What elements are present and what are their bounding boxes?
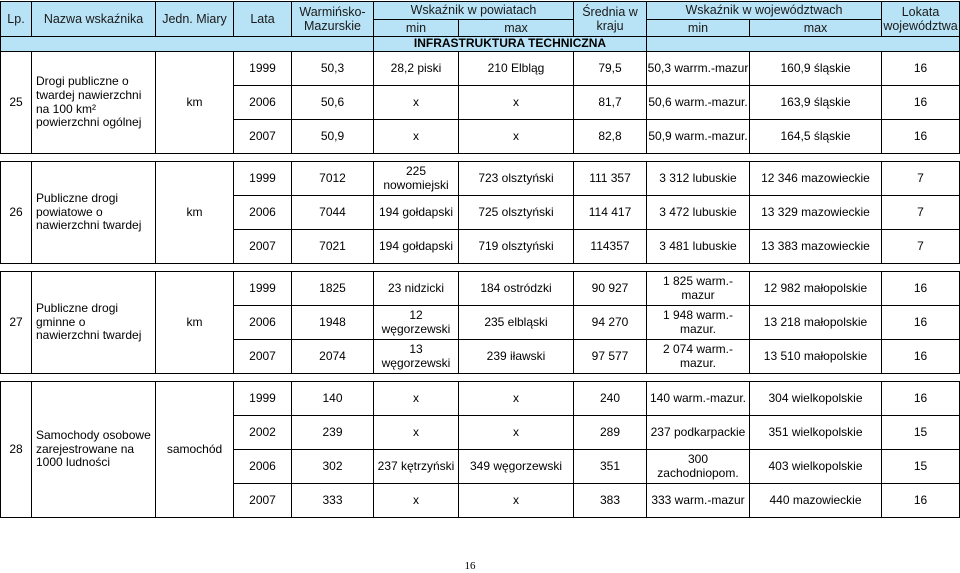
cell-pmax: x xyxy=(459,382,574,416)
cell-wmax: 160,9 śląskie xyxy=(750,52,882,86)
cell-year: 2006 xyxy=(234,450,292,484)
header-woj-max: max xyxy=(750,20,882,37)
cell-wm: 1825 xyxy=(292,272,374,306)
cell-wm: 2074 xyxy=(292,340,374,374)
cell-wmin: 333 warm.-mazur xyxy=(647,484,750,518)
cell-pmax: 210 Elbląg xyxy=(459,52,574,86)
cell-wm: 50,9 xyxy=(292,120,374,154)
cell-pmax: x xyxy=(459,86,574,120)
cell-wm: 7044 xyxy=(292,196,374,230)
cell-rank: 16 xyxy=(882,382,960,416)
cell-year: 2002 xyxy=(234,416,292,450)
cell-wmax: 13 510 małopolskie xyxy=(750,340,882,374)
cell-wm: 140 xyxy=(292,382,374,416)
header-woj-min: min xyxy=(647,20,750,37)
cell-wmin: 237 podkarpackie xyxy=(647,416,750,450)
group-spacer xyxy=(1,374,960,382)
indicator-table xyxy=(0,1,960,518)
cell-wmin: 3 312 lubuskie xyxy=(647,162,750,196)
cell-avg: 90 927 xyxy=(574,272,647,306)
indicator-name: Drogi publiczne o twardej nawierzchni na 100 km² powierzchni ogólnej xyxy=(32,52,156,154)
unit-cell: km xyxy=(156,162,234,264)
cell-avg: 81,7 xyxy=(574,86,647,120)
cell-wmin: 1 825 warm.-mazur xyxy=(647,272,750,306)
header-section-filler xyxy=(1,37,374,52)
table-row xyxy=(1,382,960,416)
indicator-name: Samochody osobowe zarejestrowane na 1000 ludności xyxy=(32,382,156,518)
cell-rank: 16 xyxy=(882,340,960,374)
cell-wm: 239 xyxy=(292,416,374,450)
cell-wmax: 12 346 mazowieckie xyxy=(750,162,882,196)
cell-pmax: 719 olsztyński xyxy=(459,230,574,264)
cell-pmax: 239 iławski xyxy=(459,340,574,374)
cell-pmin: 225 nowomiejski xyxy=(374,162,459,196)
cell-wm: 302 xyxy=(292,450,374,484)
cell-avg: 82,8 xyxy=(574,120,647,154)
indicator-name: Publiczne drogi powiatowe o nawierzchni twardej xyxy=(32,162,156,264)
group-spacer xyxy=(1,264,960,272)
group-spacer xyxy=(1,154,960,162)
cell-year: 1999 xyxy=(234,382,292,416)
table-row xyxy=(1,162,960,196)
header-powiaty-max: max xyxy=(459,20,574,37)
cell-avg: 111 357 xyxy=(574,162,647,196)
cell-avg: 97 577 xyxy=(574,340,647,374)
cell-rank: 16 xyxy=(882,86,960,120)
cell-rank: 15 xyxy=(882,416,960,450)
cell-pmax: x xyxy=(459,416,574,450)
cell-pmin: 23 nidzicki xyxy=(374,272,459,306)
cell-pmax: 725 olsztyński xyxy=(459,196,574,230)
cell-year: 2006 xyxy=(234,306,292,340)
cell-wmin: 300 zachodniopom. xyxy=(647,450,750,484)
cell-year: 1999 xyxy=(234,272,292,306)
cell-wmin: 3 472 lubuskie xyxy=(647,196,750,230)
header-years: Lata xyxy=(234,2,292,37)
cell-wmin: 1 948 warm.-mazur. xyxy=(647,306,750,340)
group-spacer-cell xyxy=(1,154,960,162)
cell-pmax: x xyxy=(459,120,574,154)
cell-pmin: x xyxy=(374,382,459,416)
unit-cell: km xyxy=(156,52,234,154)
header-section-filler-right xyxy=(647,37,960,52)
cell-wm: 7021 xyxy=(292,230,374,264)
cell-wm: 333 xyxy=(292,484,374,518)
cell-pmax: 235 elbląski xyxy=(459,306,574,340)
header-lp: Lp. xyxy=(1,2,32,37)
cell-year: 2006 xyxy=(234,196,292,230)
header-powiaty-min: min xyxy=(374,20,459,37)
header-unit: Jedn. Miary xyxy=(156,2,234,37)
cell-avg: 383 xyxy=(574,484,647,518)
cell-year: 2007 xyxy=(234,230,292,264)
cell-pmin: 28,2 piski xyxy=(374,52,459,86)
cell-wm: 7012 xyxy=(292,162,374,196)
cell-wmin: 3 481 lubuskie xyxy=(647,230,750,264)
cell-wm: 50,6 xyxy=(292,86,374,120)
header-country-average: Średnia w kraju xyxy=(574,2,647,37)
header-rank: Lokata województwa xyxy=(882,2,960,37)
cell-wmax: 13 383 mazowieckie xyxy=(750,230,882,264)
cell-wmin: 50,6 warm.-mazur. xyxy=(647,86,750,120)
table-row xyxy=(1,52,960,86)
cell-avg: 114 417 xyxy=(574,196,647,230)
cell-wmin: 50,9 warm.-mazur. xyxy=(647,120,750,154)
page-number: 16 xyxy=(464,560,476,572)
section-title: INFRASTRUKTURA TECHNICZNA xyxy=(374,37,647,52)
cell-rank: 16 xyxy=(882,306,960,340)
unit-cell: samochód xyxy=(156,382,234,518)
cell-wmax: 13 218 małopolskie xyxy=(750,306,882,340)
cell-pmin: x xyxy=(374,484,459,518)
cell-pmin: 194 gołdapski xyxy=(374,230,459,264)
cell-wmin: 2 074 warm.-mazur. xyxy=(647,340,750,374)
cell-rank: 15 xyxy=(882,450,960,484)
cell-pmax: 349 węgorzewski xyxy=(459,450,574,484)
cell-pmin: x xyxy=(374,86,459,120)
cell-rank: 16 xyxy=(882,52,960,86)
cell-wmax: 13 329 mazowieckie xyxy=(750,196,882,230)
cell-avg: 351 xyxy=(574,450,647,484)
cell-pmin: 13 węgorzewski xyxy=(374,340,459,374)
header-powiaty: Wskaźnik w powiatach xyxy=(374,2,574,20)
cell-year: 1999 xyxy=(234,52,292,86)
cell-pmin: 194 gołdapski xyxy=(374,196,459,230)
cell-rank: 16 xyxy=(882,484,960,518)
cell-wmax: 12 982 małopolskie xyxy=(750,272,882,306)
header-indicator-name: Nazwa wskaźnika xyxy=(32,2,156,37)
cell-wmin: 140 warm.-mazur. xyxy=(647,382,750,416)
cell-wmax: 163,9 śląskie xyxy=(750,86,882,120)
cell-rank: 16 xyxy=(882,120,960,154)
table-row xyxy=(1,272,960,306)
cell-wmax: 304 wielkopolskie xyxy=(750,382,882,416)
cell-pmin: x xyxy=(374,120,459,154)
cell-avg: 240 xyxy=(574,382,647,416)
cell-rank: 16 xyxy=(882,272,960,306)
cell-rank: 7 xyxy=(882,162,960,196)
cell-year: 2007 xyxy=(234,340,292,374)
cell-pmax: 723 olsztyński xyxy=(459,162,574,196)
group-number: 25 xyxy=(1,52,32,154)
cell-year: 1999 xyxy=(234,162,292,196)
cell-pmin: 12 węgorzewski xyxy=(374,306,459,340)
cell-wm: 1948 xyxy=(292,306,374,340)
cell-rank: 7 xyxy=(882,230,960,264)
cell-rank: 7 xyxy=(882,196,960,230)
cell-wmin: 50,3 warrm.-mazur xyxy=(647,52,750,86)
indicator-name: Publiczne drogi gminne o nawierzchni twardej xyxy=(32,272,156,374)
cell-wmax: 440 mazowieckie xyxy=(750,484,882,518)
cell-avg: 79,5 xyxy=(574,52,647,86)
cell-wm: 50,3 xyxy=(292,52,374,86)
group-spacer-cell xyxy=(1,374,960,382)
cell-pmax: 184 ostródzki xyxy=(459,272,574,306)
cell-avg: 114357 xyxy=(574,230,647,264)
cell-pmin: x xyxy=(374,416,459,450)
cell-pmin: 237 kętrzyński xyxy=(374,450,459,484)
group-number: 26 xyxy=(1,162,32,264)
cell-wmax: 351 wielkopolskie xyxy=(750,416,882,450)
group-number: 27 xyxy=(1,272,32,374)
cell-pmax: x xyxy=(459,484,574,518)
header-voivodeships: Wskaźnik w województwach xyxy=(647,2,882,20)
cell-wmax: 164,5 śląskie xyxy=(750,120,882,154)
cell-year: 2007 xyxy=(234,484,292,518)
cell-avg: 94 270 xyxy=(574,306,647,340)
cell-year: 2006 xyxy=(234,86,292,120)
group-number: 28 xyxy=(1,382,32,518)
group-spacer-cell xyxy=(1,264,960,272)
unit-cell: km xyxy=(156,272,234,374)
header-region: Warmińsko-Mazurskie xyxy=(292,2,374,37)
cell-year: 2007 xyxy=(234,120,292,154)
cell-wmax: 403 wielkopolskie xyxy=(750,450,882,484)
cell-avg: 289 xyxy=(574,416,647,450)
